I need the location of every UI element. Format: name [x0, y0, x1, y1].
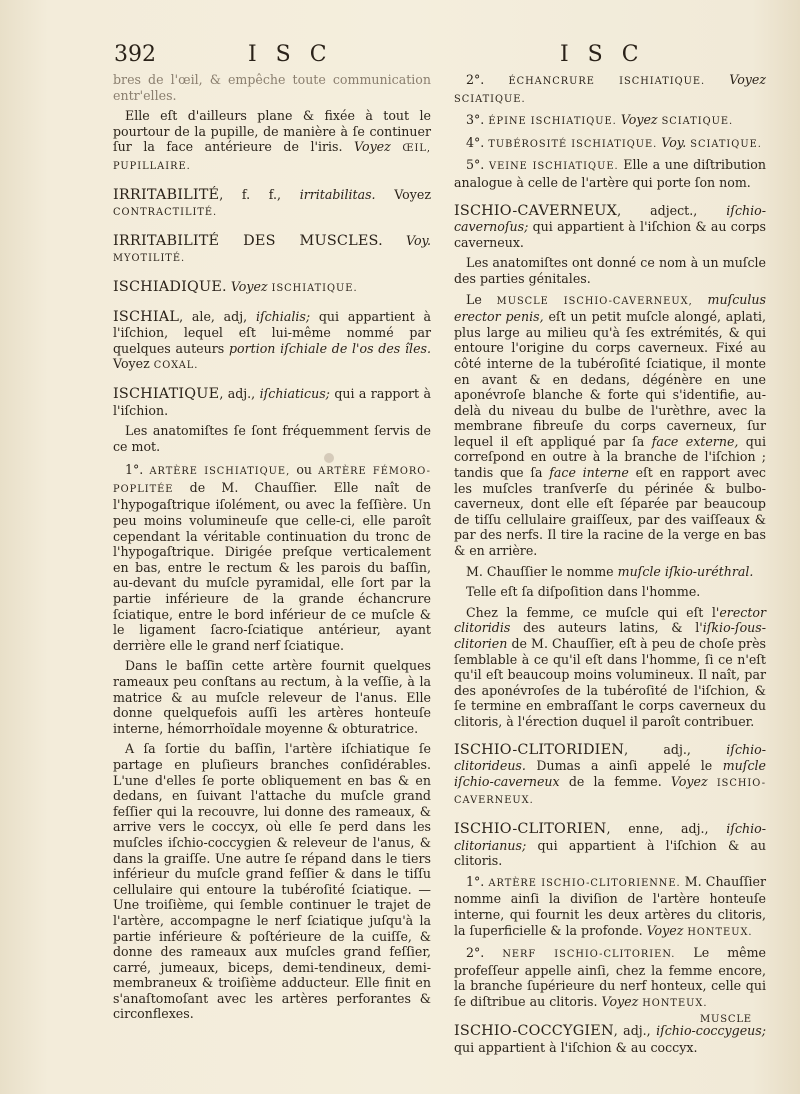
grammar: , adj., [613, 1023, 651, 1039]
cross-reference-target: ŒIL, PUPILLAIRE. [113, 143, 431, 172]
headword: IRRITABILITÉ [113, 186, 220, 203]
entry-ischio-clitorien: ISCHIO-CLITORIEN, enne, adj., iſchio-clitorianus; qui appartient à l'iſchion & au clitoris. [454, 820, 766, 869]
latin-term: iſchio-coccygeus; [656, 1023, 766, 1039]
entry-ischio-coccygien: ISCHIO-COCCYGIEN, adj., iſchio-coccygeus; qui appartient à l'iſchion & au coccyx. [454, 1023, 766, 1056]
headword: ISCHIAL [113, 308, 180, 325]
sense-4: 4°. TUBÉROSITÉ ISCHIATIQUE. Voy. SCIATIQUE. [466, 134, 762, 150]
catchword: MUSCLE [700, 1014, 752, 1025]
right-column [454, 72, 766, 1056]
page-number: 392 [114, 42, 156, 67]
left-column [113, 72, 431, 1022]
cross-reference-target: MYOTILITÉ. [113, 253, 186, 265]
grammar: , adject., [617, 202, 698, 218]
entry-irritabilite: IRRITABILITÉ, f. f., irritabilitas. Voyez CONTRACTILITÉ. [113, 186, 431, 219]
cross-reference-target: SCIATIQUE. [690, 138, 762, 150]
latin-term: iſchiaticus; [259, 385, 330, 401]
sense-1: 1°. ARTÈRE ISCHIO-CLITORIENNE. M. Chauſſier nomme ainſi la diviſion de l'artère honteuſe interne, qui fournit les deux artères du clitoris, la ſuperficielle & la profonde. Voyez HONTEUX. [454, 873, 766, 938]
headword: ISCHIO-CLITORIEN [454, 820, 607, 837]
cross-reference-target: HONTEUX. [687, 926, 753, 938]
sense-5: 5°. VEINE ISCHIATIQUE. Elle a une diſtribution analogue à celle de l'artère qui porte ſon nom. [454, 157, 766, 190]
entry-ischiadique: ISCHIADIQUE. Voyez ISCHIATIQUE. [113, 278, 358, 295]
paragraph: M. Chauſſier le nomme muſcle iſkio-uréthral. [466, 563, 754, 579]
paragraph: Dans le baſſin cette artère fournit quelques rameaux peu conſtans au rectum, à la veſſie, à la matrice & au muſcle releveur de l'anus. Elle donne quelquefois auſſi les artères honteuſe interne, hémorrhoïdale moyenne & obturatrice. [113, 658, 431, 736]
sense-2: 2°. ÉCHANCRURE ISCHIATIQUE. Voyez SCIATIQUE. [454, 72, 766, 105]
sense-2: 2°. NERF ISCHIO-CLITORIEN. Le même profeſſeur appelle ainſi, chez la femme encore, la branche ſupérieure du nerf honteux, celle qui ſe diſtribue au clitoris. Voyez HONTEUX. [454, 945, 766, 1009]
headword: ISCHIO-CAVERNEUX [454, 202, 618, 219]
entry-ischiatique: ISCHIATIQUE, adj., iſchiaticus; qui a rapport à l'iſchion. [113, 385, 431, 418]
entry-ischio-caverneux: ISCHIO-CAVERNEUX, adject., iſchio-cavernoſus; qui appartient à l'iſchion & au corps caverneux. [454, 202, 766, 250]
latin-term: iſchio-cavernoſus; [454, 202, 766, 235]
latin-term: irritabilitas. [299, 186, 376, 202]
cross-reference-target: ISCHIATIQUE. [271, 282, 358, 294]
running-head-left: I S C [248, 42, 333, 67]
paragraph: A ſa ſortie du baſſin, l'artère iſchiatique ſe partage en pluſieurs branches conſidérables. L'une d'elles ſe porte obliquement en bas & en dedans, en ſuivant l'attache du muſcle grand feſſier qui la recouvre, lui donne des rameaux, & arrive vers le coccyx, où elle ſe perd dans les muſcles iſchio-coccygien & releveur de l'anus, & dans la graiſſe. Une autre ſe répand dans le tiers inférieur du muſcle grand feſſier & dans le tiſſu cellulaire qui entoure la tubéroſité ſciatique. — Une troiſième, qui ſemble continuer le trajet de l'artère, accompagne le nerf ſciatique juſqu'à la partie inférieure & poſtérieure de la cuiſſe, & donne des rameaux aux muſcles grand feſſier, carré, jumeaux, biceps, demi-tendineux, demi-membraneux & troiſième adducteur. Elle finit en s'anaſtomoſant avec les artères perforantes & circonflexes. [113, 741, 431, 1022]
cross-reference-target: CONTRACTILITÉ. [113, 207, 218, 219]
entry-ischio-clitoridien: ISCHIO-CLITORIDIEN, adj., iſchio-clitorideus. Dumas a ainſi appelé le muſcle iſchio-caverneux de la femme. Voyez ISCHIO-CAVERNEUX. [454, 741, 767, 807]
entry-irritabilite-muscles: IRRITABILITÉ DES MUSCLES. Voy. MYOTILITÉ. [113, 232, 431, 265]
grammar: , adj., [219, 385, 256, 401]
headword: ISCHIO-COCCYGIEN [454, 1023, 614, 1040]
grammar: , enne, adj., [606, 820, 709, 836]
paragraph: Chez la femme, ce muſcle qui eſt l'erector clitoridis des auteurs latins, & l'iſkio-ſous-clitorien de M. Chauſſier, eſt à peu de choſe près ſemblable à ce qu'il eſt dans l'homme, ſi ce n'eſt qu'il eſt beaucoup moins volumineux. Il naît, par des aponévroſes de la tubéroſité de l'iſchion, & ſe termine en embraſſant le corps caverneux du clitoris, à l'érection duquel il paroît contribuer. [454, 604, 766, 729]
sense-1: 1°. ARTÈRE ISCHIATIQUE, ou ARTÈRE FÉMORO-POPLITÉE de M. Chauſſier. Elle naît de l'hypogaſtrique iſolément, ou avec la feſſière. Un peu moins volumineuſe que celle-ci, elle paroît cependant la véritable continuation du tronc de l'hypogaſtrique. Dirigée preſque verticalement en bas, entre le rectum & les parois du baſſin, au-devant du muſcle pyramidal, elle ſort par la partie inférieure de la grande échancrure ſciatique, entre le bord inférieur de ce muſcle & le ligament ſacro-ſciatique antérieur, ayant derrière elle le grand nerf ſciatique. [113, 462, 431, 653]
paragraph: Le MUSCLE ISCHIO-CAVERNEUX, muſculus erector penis, eſt un petit muſcle alongé, aplati, plus large au milieu qu'à ſes extrémités, & qui entoure l'origine du corps caverneux. Fixé au côté interne de la tubéroſité ſciatique, il monte en avant & en dedans, dégénère en une aponévroſe blanche & forte qui s'identifie, au-delà du niveau du bulbe de l'urèthre, avec la membrane fibreuſe du corps caverneux, ſur lequel il eſt appliqué par ſa face externe, qui correſpond en outre à la branche de l'iſchion ; tandis que ſa face interne eſt en rapport avec les muſcles tranſverſe du périnée & bulbo-caverneux, dont elle eſt ſéparée par beaucoup de tiſſu cellulaire graiſſeux, par des vaiſſeaux & par des nerfs. Il tire la racine de la verge en bas & en arrière. [454, 291, 766, 559]
latin-term: iſchio-clitorideus. [454, 741, 766, 774]
ink-blot [324, 453, 334, 463]
sense-3: 3°. ÉPINE ISCHIATIQUE. Voyez SCIATIQUE. [466, 112, 734, 128]
running-head-right: I S C [560, 42, 645, 67]
cross-reference-target: SCIATIQUE. [454, 93, 526, 105]
paragraph: Telle eſt ſa diſpoſition dans l'homme. [466, 584, 701, 600]
latin-term: iſchialis; [255, 308, 311, 324]
continued-text: bres de l'œil, & empêche toute communication entr'elles. [113, 72, 431, 103]
cross-reference-target: ISCHIO-CAVERNEUX. [454, 777, 767, 807]
latin-term: iſchio-clitorianus; [454, 820, 766, 853]
ink-blot [310, 920, 316, 926]
cross-reference-target: COXAL. [153, 360, 199, 372]
headword: ISCHIO-CLITORIDIEN [454, 741, 625, 758]
cross-reference-target: SCIATIQUE. [661, 116, 734, 128]
paragraph: Elle eſt d'ailleurs plane & fixée à tout le pourtour de la pupille, de manière à ſe continuer ſur la face antérieure de l'iris. Voyez ŒIL, PUPILLAIRE. [113, 108, 431, 172]
cross-reference-target: HONTEUX. [642, 997, 708, 1009]
headword: ISCHIADIQUE. [113, 278, 227, 295]
paragraph: Les anatomiſtes ſe ſont fréquemment ſervis de ce mot. [113, 423, 431, 454]
grammar: , adj., [624, 741, 691, 757]
cross-reference-voyez: Voyez [354, 139, 391, 155]
headword: ISCHIATIQUE [113, 385, 220, 402]
paragraph: Les anatomiſtes ont donné ce nom à un muſcle des parties génitales. [454, 255, 766, 286]
headword: IRRITABILITÉ DES MUSCLES. [113, 232, 383, 249]
entry-ischial: ISCHIAL, ale, adj, iſchialis; qui appartient à l'iſchion, lequel eſt lui-même nommé par quelques auteurs portion iſchiale de l'os des îles. Voyez COXAL. [113, 308, 431, 372]
grammar: , ale, adj, [179, 308, 248, 324]
grammar: , f. f., [219, 186, 282, 202]
